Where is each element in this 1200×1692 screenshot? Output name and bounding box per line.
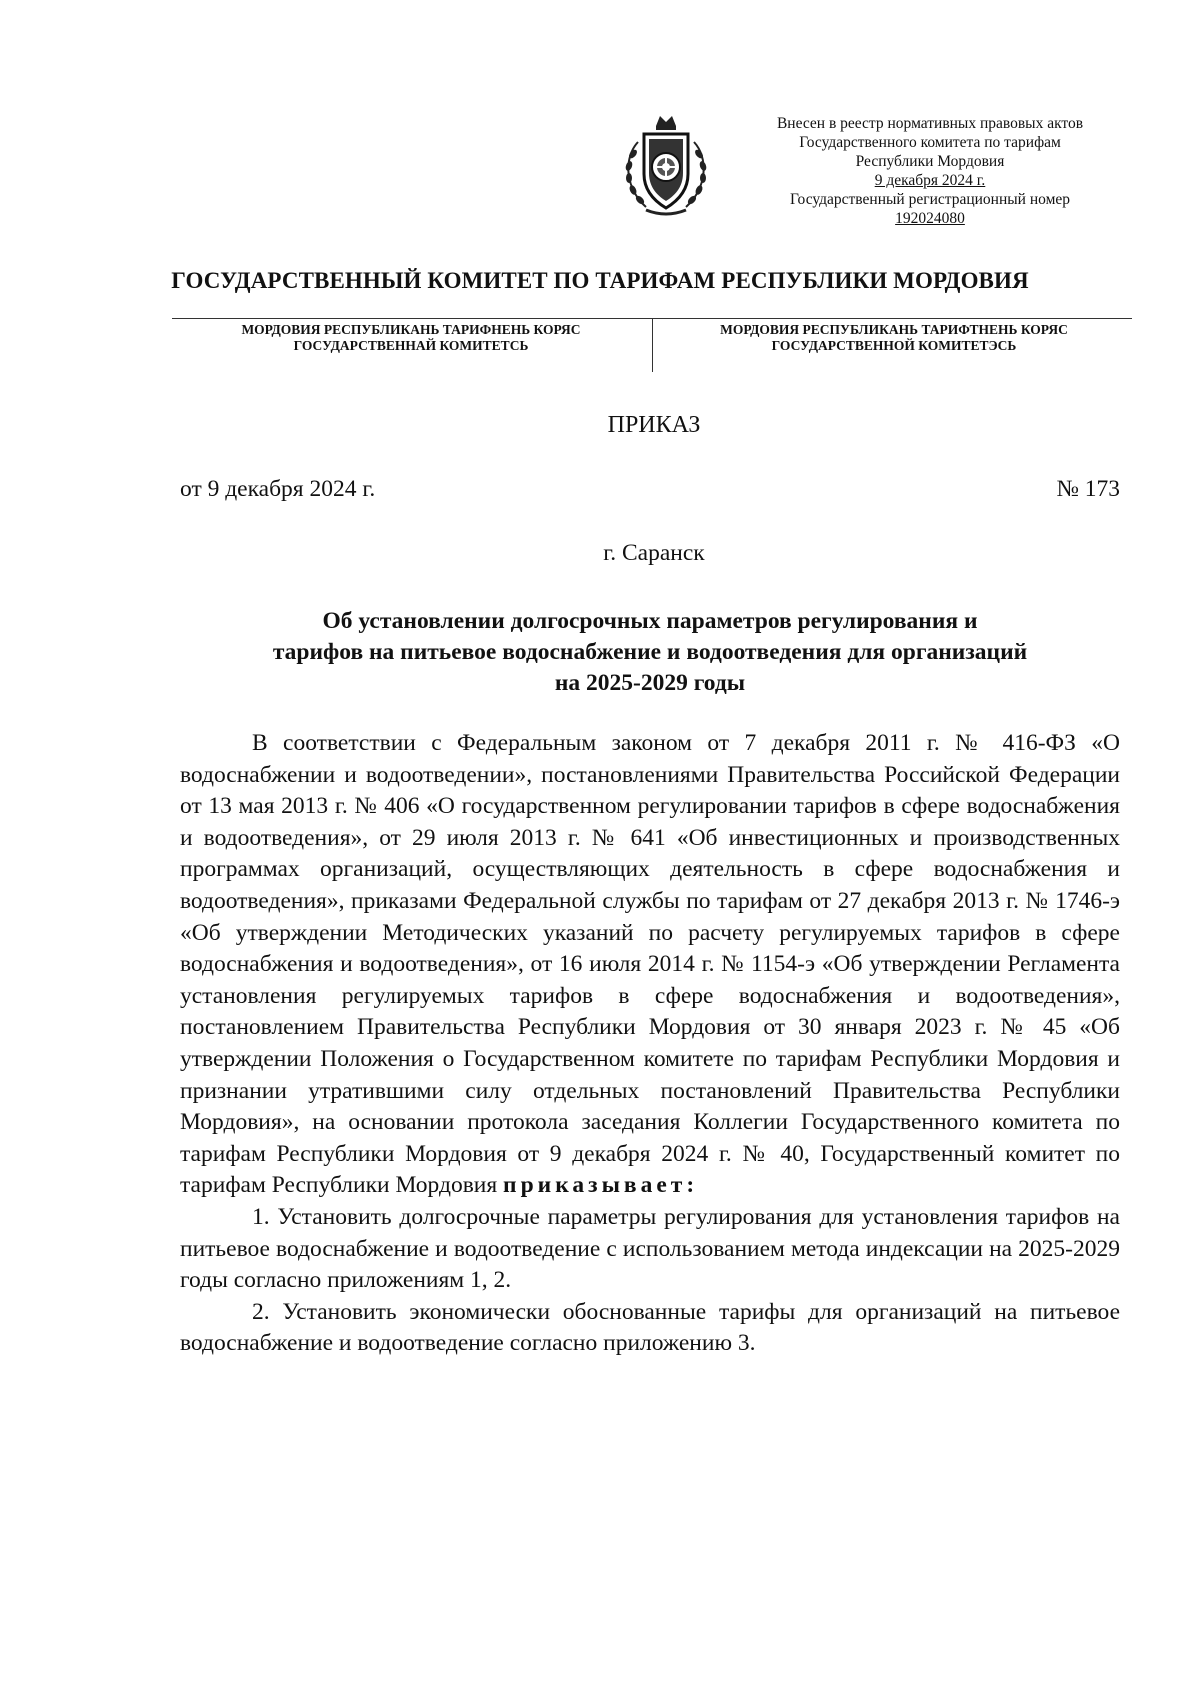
committee-name-erzya-line: ГОСУДАРСТВЕННОЙ КОМИТЕТЭСЬ	[771, 338, 1017, 353]
registry-line: Внесен в реестр нормативных правовых актов	[776, 115, 1084, 132]
registry-notice	[740, 114, 1120, 228]
preamble-paragraph	[180, 728, 1120, 1202]
registry-line: Государственный регистрационный номер	[789, 191, 1071, 208]
subject-line: на 2025-2029 годы	[554, 670, 746, 696]
order-date: от 9 декабря 2024 г.	[180, 476, 376, 502]
order-subject	[180, 606, 1120, 699]
registry-line: Государственного комитета по тарифам	[799, 134, 1061, 151]
committee-name-moksha	[172, 322, 650, 354]
coat-of-arms-icon	[616, 112, 716, 220]
registry-line: Республики Мордовия	[855, 153, 1005, 170]
committee-name-moksha-line: ГОСУДАРСТВЕННАЙ КОМИТЕТСЬ	[293, 338, 529, 353]
committee-name-erzya-line: МОРДОВИЯ РЕСПУБЛИКАНЬ ТАРИФТНЕНЬ КОРЯС	[720, 322, 1068, 337]
order-number: № 173	[1056, 476, 1120, 502]
order-item-2: 2. Установить экономически обоснованные тарифы для организаций на питьевое водоснабжение и водоотведение согласно приложению 3.	[180, 1298, 1120, 1357]
subject-line: тарифов на питьевое водоснабжение и водоотведения для организаций	[272, 639, 1028, 665]
subject-line: Об установлении долгосрочных параметров регулирования и	[322, 608, 978, 634]
committee-name-moksha-line: МОРДОВИЯ РЕСПУБЛИКАНЬ ТАРИФНЕНЬ КОРЯС	[241, 322, 581, 337]
committee-title: ГОСУДАРСТВЕННЫЙ КОМИТЕТ ПО ТАРИФАМ РЕСПУБЛИКИ МОРДОВИЯ	[171, 268, 1029, 293]
decree-word: приказывает:	[503, 1172, 699, 1199]
order-body	[180, 728, 1120, 1360]
committee-name-erzya	[656, 322, 1132, 354]
order-city: г. Саранск	[603, 540, 705, 566]
header-column-divider	[652, 318, 653, 372]
registry-date: 9 декабря 2024 г.	[874, 172, 986, 189]
order-heading: ПРИКАЗ	[607, 412, 701, 438]
order-item-1: 1. Установить долгосрочные параметры регулирования для установления тарифов на питьевое водоснабжение и водоотведение с использованием метода индексации на 2025-2029 годы согласно приложениям 1, 2.	[180, 1203, 1120, 1294]
order-date-line	[180, 476, 1120, 503]
preamble-text: В соответствии с Федеральным законом от 7 декабря 2011 г. № 416-ФЗ «О водоснабжении и водоотведении», постановлениями Правительства Российской Федерации от 13 мая 2013 г. № 406 «О государственном регулировании тарифов в сфере водоснабжения и водоотведения», от 29 июля 2013 г. № 641 «Об инвестиционных и производственных программах организаций, осуществляющих деятельность в сфере водоснабжения и водоотведения», приказами Федеральной службы по тарифам от 27 декабря 2013 г. № 1746-э «Об утверждении Методических указаний по расчету регулируемых тарифов в сфере водоснабжения и водоотведения», от 16 июля 2014 г. № 1154-э «Об утверждении Регламента установления регулируемых тарифов в сфере водоснабжения и водоотведения», постановлением Правительства Республики Мордовия от 30 января 2023 г. № 45 «Об утверждении Положения о Государственном комитете по тарифам Республики Мордовия и признании утратившими силу отдельных постановлений Правительства Республики Мордовия», на основании протокола заседания Коллегии Государственного комитета по тарифам Республики Мордовия от 9 декабря 2024 г. № 40, Государственный комитет по тарифам Республики Мордовия	[180, 730, 1120, 1199]
registry-number: 192024080	[895, 210, 965, 227]
